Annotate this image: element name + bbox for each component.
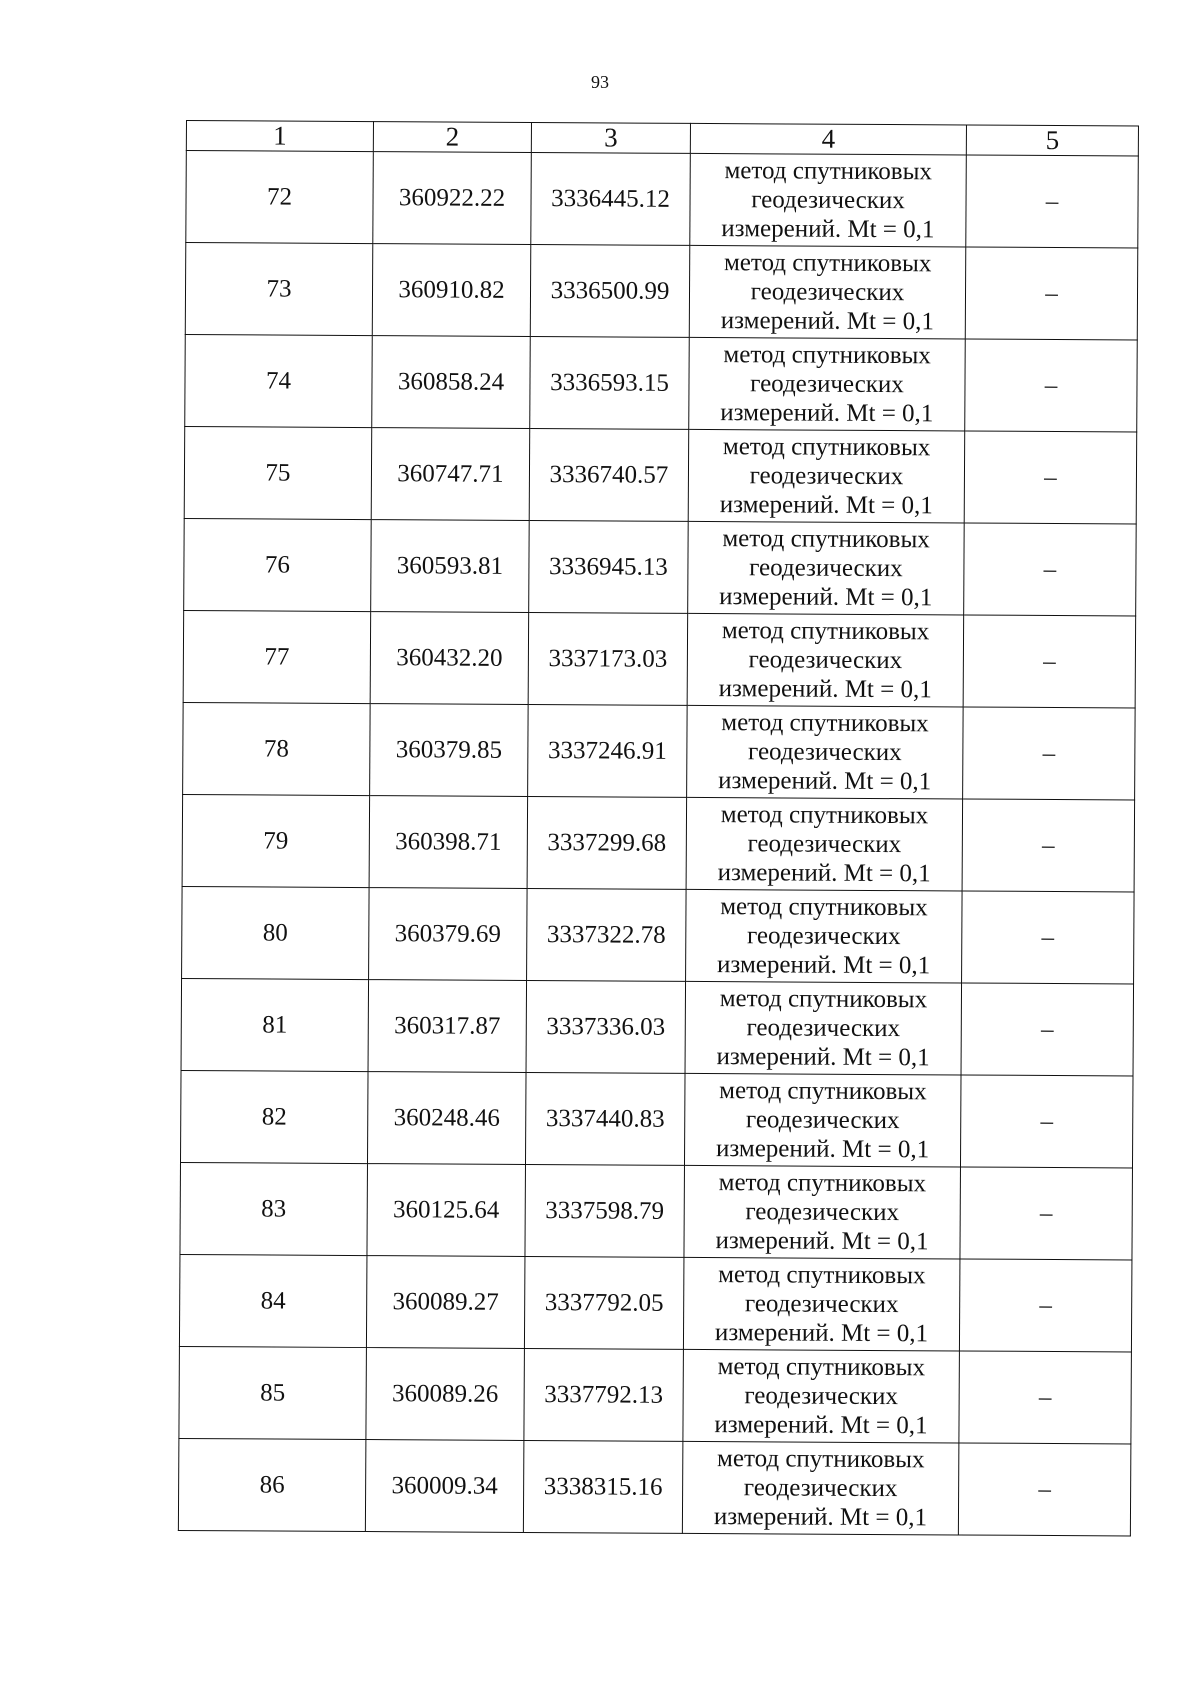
y-coordinate-cell: 3338315.16 <box>523 1440 683 1533</box>
point-number-cell: 81 <box>181 978 369 1071</box>
x-coordinate-cell: 360125.64 <box>367 1164 526 1257</box>
table-body <box>178 151 1138 1536</box>
method-line: измерений. Mt = 0,1 <box>715 1227 929 1256</box>
note-cell: – <box>965 247 1138 340</box>
point-number-cell: 84 <box>179 1254 367 1347</box>
column-header-2: 2 <box>373 122 531 153</box>
table-row <box>179 1346 1132 1443</box>
method-line: геодезических <box>748 646 903 675</box>
x-coordinate-cell: 360009.34 <box>365 1440 524 1533</box>
point-number-cell: 86 <box>178 1438 366 1531</box>
method-line: геодезических <box>747 830 902 859</box>
point-number-cell: 73 <box>185 243 373 336</box>
point-number-cell: 78 <box>183 702 371 795</box>
note-cell: – <box>966 155 1139 248</box>
method-cell <box>687 705 964 799</box>
column-header-1: 1 <box>186 121 373 152</box>
table-row <box>184 518 1137 615</box>
x-coordinate-cell: 360089.27 <box>366 1256 525 1349</box>
note-cell: – <box>960 1075 1133 1168</box>
method-cell <box>689 245 966 339</box>
y-coordinate-cell: 3336740.57 <box>529 428 689 521</box>
point-number-cell: 80 <box>182 886 370 979</box>
y-coordinate-cell: 3337322.78 <box>527 888 687 981</box>
coordinates-table <box>178 120 1139 1536</box>
method-line: геодезических <box>750 278 905 307</box>
point-number-cell: 77 <box>183 610 371 703</box>
table-row <box>182 886 1135 983</box>
method-line: измерений. Mt = 0,1 <box>721 215 935 244</box>
note-cell: – <box>963 615 1136 708</box>
table-row <box>183 610 1136 707</box>
note-cell: – <box>963 707 1136 800</box>
method-line: измерений. Mt = 0,1 <box>720 399 934 428</box>
table-row <box>184 426 1137 523</box>
method-line: метод спутниковых <box>717 1353 926 1382</box>
point-number-cell: 74 <box>185 334 373 427</box>
column-header-5: 5 <box>966 125 1138 156</box>
column-header-4: 4 <box>690 123 966 155</box>
method-cell <box>688 521 965 615</box>
method-cell <box>683 1349 960 1443</box>
method-line: измерений. Mt = 0,1 <box>714 1411 928 1440</box>
x-coordinate-cell: 360398.71 <box>369 796 528 889</box>
y-coordinate-cell: 3336593.15 <box>530 336 690 429</box>
method-line: геодезических <box>744 1290 899 1319</box>
y-coordinate-cell: 3337598.79 <box>525 1164 685 1257</box>
method-cell <box>683 1257 960 1351</box>
method-line: измерений. Mt = 0,1 <box>718 675 932 704</box>
method-line: измерений. Mt = 0,1 <box>713 1503 928 1532</box>
method-line: измерений. Mt = 0,1 <box>719 491 933 520</box>
method-line: метод спутниковых <box>719 985 928 1014</box>
y-coordinate-cell: 3336500.99 <box>530 244 690 337</box>
method-line: метод спутниковых <box>723 249 932 278</box>
point-number-cell: 76 <box>184 518 372 611</box>
method-cell <box>688 429 965 523</box>
note-cell: – <box>959 1259 1132 1352</box>
method-cell <box>686 889 963 983</box>
method-line: измерений. Mt = 0,1 <box>718 767 932 796</box>
table-row <box>179 1254 1132 1351</box>
table-row <box>185 243 1138 340</box>
table-row <box>181 978 1134 1075</box>
point-number-cell: 72 <box>186 151 374 244</box>
column-header-3: 3 <box>531 122 690 153</box>
method-line: метод спутниковых <box>722 525 930 554</box>
method-line: метод спутниковых <box>718 1169 927 1198</box>
y-coordinate-cell: 3336445.12 <box>531 152 691 245</box>
x-coordinate-cell: 360858.24 <box>372 336 531 429</box>
note-cell: – <box>965 339 1138 432</box>
note-cell: – <box>964 431 1137 524</box>
point-number-cell: 75 <box>184 426 372 519</box>
method-line: измерений. Mt = 0,1 <box>714 1319 929 1348</box>
method-line: геодезических <box>747 738 902 767</box>
x-coordinate-cell: 360432.20 <box>370 612 529 705</box>
method-line: измерений. Mt = 0,1 <box>719 583 933 612</box>
method-line: метод спутниковых <box>720 801 929 830</box>
method-line: метод спутниковых <box>724 157 932 186</box>
x-coordinate-cell: 360593.81 <box>371 520 530 613</box>
table-row <box>178 1438 1131 1535</box>
method-cell <box>687 613 964 707</box>
note-cell: – <box>962 799 1135 892</box>
table-row <box>183 702 1136 799</box>
y-coordinate-cell: 3337792.13 <box>524 1348 684 1441</box>
x-coordinate-cell: 360747.71 <box>371 428 530 521</box>
method-cell <box>686 797 963 891</box>
method-line: метод спутниковых <box>721 617 930 646</box>
method-cell <box>689 337 966 431</box>
method-line: измерений. Mt = 0,1 <box>720 307 934 336</box>
method-line: геодезических <box>746 922 901 951</box>
method-cell <box>684 1073 961 1167</box>
method-cell <box>682 1441 959 1535</box>
table-row <box>186 151 1139 248</box>
method-line: геодезических <box>743 1474 898 1503</box>
method-line: геодезических <box>745 1198 900 1227</box>
method-cell <box>684 1165 961 1259</box>
x-coordinate-cell: 360910.82 <box>372 244 531 337</box>
method-line: измерений. Mt = 0,1 <box>717 859 931 888</box>
note-cell: – <box>960 1167 1133 1260</box>
note-cell: – <box>958 1443 1131 1536</box>
y-coordinate-cell: 3337440.83 <box>525 1072 685 1165</box>
table-row <box>180 1162 1133 1259</box>
method-line: метод спутниковых <box>720 893 928 922</box>
method-line: метод спутниковых <box>717 1445 925 1474</box>
point-number-cell: 83 <box>180 1162 368 1255</box>
note-cell: – <box>962 891 1135 984</box>
page-number: 93 <box>591 72 609 92</box>
point-number-cell: 79 <box>182 794 370 887</box>
method-line: метод спутниковых <box>723 341 931 370</box>
x-coordinate-cell: 360379.69 <box>369 888 528 981</box>
method-line: геодезических <box>744 1382 899 1411</box>
note-cell: – <box>959 1351 1132 1444</box>
method-line: метод спутниковых <box>721 709 929 738</box>
y-coordinate-cell: 3337173.03 <box>528 612 688 705</box>
y-coordinate-cell: 3337299.68 <box>527 796 687 889</box>
method-line: геодезических <box>751 186 905 215</box>
method-line: метод спутниковых <box>722 433 931 462</box>
note-cell: – <box>961 983 1134 1076</box>
x-coordinate-cell: 360379.85 <box>370 704 529 797</box>
method-line: измерений. Mt = 0,1 <box>715 1135 930 1164</box>
table-row <box>185 334 1138 431</box>
method-line: метод спутниковых <box>719 1077 927 1106</box>
table-row <box>180 1070 1133 1167</box>
method-cell <box>690 153 967 247</box>
method-line: геодезических <box>746 1014 901 1043</box>
method-line: измерений. Mt = 0,1 <box>717 951 931 980</box>
table-row <box>182 794 1135 891</box>
y-coordinate-cell: 3336945.13 <box>529 520 689 613</box>
point-number-cell: 85 <box>179 1346 367 1439</box>
y-coordinate-cell: 3337246.91 <box>528 704 688 797</box>
note-cell: – <box>964 523 1137 616</box>
x-coordinate-cell: 360317.87 <box>368 980 527 1073</box>
method-line: геодезических <box>749 554 903 583</box>
method-line: геодезических <box>750 370 904 399</box>
method-line: метод спутниковых <box>718 1261 926 1290</box>
point-number-cell: 82 <box>180 1070 368 1163</box>
x-coordinate-cell: 360089.26 <box>366 1348 525 1441</box>
method-line: измерений. Mt = 0,1 <box>716 1043 930 1072</box>
method-line: геодезических <box>749 462 904 491</box>
y-coordinate-cell: 3337336.03 <box>526 980 686 1073</box>
x-coordinate-cell: 360248.46 <box>367 1072 526 1165</box>
y-coordinate-cell: 3337792.05 <box>524 1256 684 1349</box>
method-line: геодезических <box>745 1106 900 1135</box>
x-coordinate-cell: 360922.22 <box>373 152 532 245</box>
method-cell <box>685 981 962 1075</box>
